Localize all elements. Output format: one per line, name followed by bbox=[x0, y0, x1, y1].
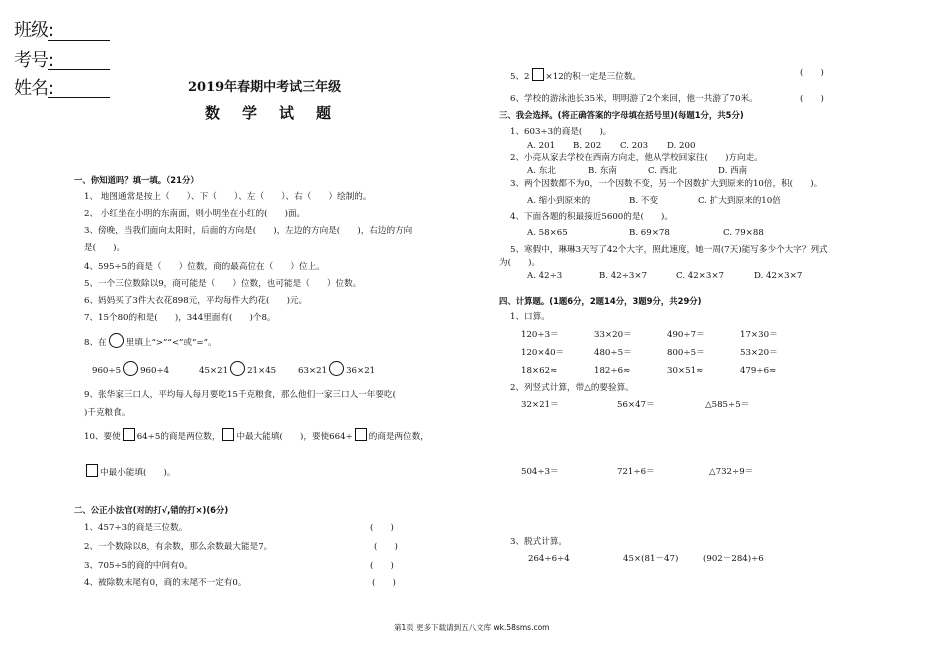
compare-right: 960÷4 bbox=[140, 366, 170, 376]
s3-q5-option[interactable]: B. 42÷3×7 bbox=[599, 271, 648, 281]
compare-circle bbox=[109, 333, 124, 348]
oral-item: 800÷5＝ bbox=[667, 348, 705, 358]
s3-q1-option[interactable]: A. 201 bbox=[527, 141, 556, 151]
oral-item: 17×30＝ bbox=[740, 330, 778, 340]
compare-circle[interactable] bbox=[329, 361, 344, 376]
oral-item: 490÷7＝ bbox=[667, 330, 705, 340]
s3-q1: 1、603÷3的商是( )。 bbox=[510, 127, 612, 137]
step-item: (902－284)÷6 bbox=[703, 554, 764, 564]
exam-number-label: 考号: bbox=[14, 50, 54, 71]
compare-left: 63×21 bbox=[298, 366, 328, 376]
s3-q5-line2: 为( )。 bbox=[499, 258, 541, 268]
vertical-item: 32×21＝ bbox=[521, 400, 559, 410]
page-footer: 第1页 更多下载请到五八文库 wk.58sms.com bbox=[394, 623, 550, 632]
s1-q9-line1: 9、张华家三口人，平均每人每月要吃15千克粮食，那么他们一家三口人一年要吃( bbox=[84, 390, 396, 400]
s1-q8-pre: 8、在 bbox=[84, 338, 107, 348]
s3-q5-option[interactable]: D. 42×3×7 bbox=[754, 271, 803, 281]
s3-q2-option[interactable]: D. 西南 bbox=[718, 166, 748, 176]
s3-q3: 3、两个因数都不为0，一个因数不变，另一个因数扩大到原来的10倍，积( )。 bbox=[510, 179, 823, 189]
s1-q1: 1、 地图通常是按上（ ）、下（ ）、左（ ）、右（ ）绘制的。 bbox=[84, 192, 372, 202]
s3-q2: 2、小亮从家去学校在西南方向走，他从学校回家往( )方向走。 bbox=[510, 153, 763, 163]
compare-right: 21×45 bbox=[247, 366, 277, 376]
oral-item: 18×62≈ bbox=[521, 366, 558, 376]
s2-item2: 2、一个数除以8，有余数，那么余数最大能是7。 bbox=[84, 542, 273, 552]
s3-q2-option[interactable]: B. 东南 bbox=[588, 166, 617, 176]
section4-heading: 四、计算题。(1题6分，2题14分，3题9分，共29分) bbox=[499, 296, 702, 306]
section3-heading: 三、我会选择。(将正确答案的字母填在括号里)(每题1分，共5分) bbox=[499, 110, 744, 120]
s3-q3-option[interactable]: B. 不变 bbox=[629, 196, 658, 206]
oral-item: 480÷5＝ bbox=[594, 348, 632, 358]
class-label: 班级: bbox=[14, 20, 54, 41]
s2-answer-blank[interactable]: ( ) bbox=[800, 68, 824, 78]
s2-item1: 1、457÷3的商是三位数。 bbox=[84, 523, 188, 533]
s1-q10-line1 bbox=[84, 428, 429, 442]
digit-box[interactable] bbox=[355, 428, 367, 441]
s3-q2-option[interactable]: A. 东北 bbox=[527, 166, 556, 176]
vertical-item: 56×47＝ bbox=[617, 400, 655, 410]
q10-text-c: 中最大能填( )，要使664÷ bbox=[236, 432, 353, 442]
digit-box[interactable] bbox=[532, 68, 544, 81]
oral-item: 53×20＝ bbox=[740, 348, 778, 358]
s1-q4: 4、595÷5的商是（ ）位数，商的最高位在（ ）位上。 bbox=[84, 262, 325, 272]
s1-q8 bbox=[84, 333, 217, 348]
s1-q8-item3 bbox=[298, 361, 375, 376]
s4-sub1: 1、口算。 bbox=[510, 312, 550, 322]
vertical-item: △585÷5＝ bbox=[705, 400, 750, 410]
s3-q3-option[interactable]: C. 扩大到原来的10倍 bbox=[698, 196, 781, 206]
s3-q1-option[interactable]: D. 200 bbox=[667, 141, 696, 151]
s1-q2: 2、 小红坐在小明的东南面，则小明坐在小红的( )面。 bbox=[84, 209, 306, 219]
s1-q3-line2: 是( )。 bbox=[84, 243, 126, 253]
s1-q6: 6、妈妈买了3件大衣花898元，平均每件大约花( )元。 bbox=[84, 296, 308, 306]
section1-heading: 一、你知道吗？填一填。（21分） bbox=[74, 175, 199, 185]
compare-right: 36×21 bbox=[346, 366, 376, 376]
s3-q5-option[interactable]: A. 42÷3 bbox=[527, 271, 563, 281]
s3-q4-option[interactable]: A. 58×65 bbox=[527, 228, 568, 238]
digit-box[interactable] bbox=[86, 464, 98, 477]
compare-left: 45×21 bbox=[199, 366, 229, 376]
compare-circle[interactable] bbox=[123, 361, 138, 376]
s2-answer-blank[interactable]: ( ) bbox=[374, 542, 398, 552]
q10-text-b: 64÷5的商是两位数， bbox=[136, 432, 221, 442]
exam-subtitle: 数学试题 bbox=[205, 104, 354, 122]
step-item: 45×(81－47) bbox=[623, 554, 679, 564]
s2-item3: 3、705÷5的商的中间有0。 bbox=[84, 561, 193, 571]
q5-post: ×12的积一定是三位数。 bbox=[545, 72, 642, 82]
vertical-item: 504÷3＝ bbox=[521, 467, 559, 477]
exam-number-blank bbox=[48, 69, 110, 70]
vertical-item: △732÷9＝ bbox=[709, 467, 754, 477]
s2-answer-blank[interactable]: ( ) bbox=[370, 523, 394, 533]
compare-left: 960÷5 bbox=[92, 366, 122, 376]
s2-answer-blank[interactable]: ( ) bbox=[800, 94, 824, 104]
q10-text-d: 的商是两位数， bbox=[368, 432, 429, 442]
q10-text-e: 中最小能填( )。 bbox=[100, 468, 176, 478]
s2-answer-blank[interactable]: ( ) bbox=[370, 561, 394, 571]
digit-box[interactable] bbox=[123, 428, 135, 441]
s2-item6: 6、学校的游泳池长35米，明明游了2个来回，他一共游了70米。 bbox=[510, 94, 758, 104]
oral-item: 182÷6≈ bbox=[594, 366, 631, 376]
s3-q1-option[interactable]: C. 203 bbox=[620, 141, 649, 151]
compare-circle[interactable] bbox=[230, 361, 245, 376]
exam-title: 2019年春期中考试三年级 bbox=[188, 80, 342, 95]
s3-q5-line1: 5、寒假中，琳琳3天写了42个大字，照此速度，她一周(7天)能写多少个大字？列式 bbox=[510, 245, 828, 255]
s1-q5: 5、一个三位数除以9，商可能是（ ）位数，也可能是（ ）位数。 bbox=[84, 279, 362, 289]
step-item: 264÷6÷4 bbox=[528, 554, 570, 564]
name-label: 姓名: bbox=[14, 78, 54, 99]
section2-heading: 二、公正小法官(对的打√,错的打×)(6分) bbox=[74, 505, 229, 515]
s3-q3-option[interactable]: A. 缩小到原来的 bbox=[527, 196, 591, 206]
name-blank bbox=[48, 97, 110, 98]
s2-answer-blank[interactable]: ( ) bbox=[372, 578, 396, 588]
q10-text-a: 10、要使 bbox=[84, 432, 121, 442]
s3-q4-option[interactable]: B. 69×78 bbox=[629, 228, 670, 238]
vertical-item: 721÷6＝ bbox=[617, 467, 655, 477]
s3-q2-option[interactable]: C. 西北 bbox=[648, 166, 677, 176]
s1-q10-line2 bbox=[84, 464, 175, 478]
s3-q4-option[interactable]: C. 79×88 bbox=[723, 228, 764, 238]
s1-q8-item2 bbox=[199, 361, 276, 376]
oral-item: 33×20＝ bbox=[594, 330, 632, 340]
s1-q8-post: 里填上“>”“<”或“=”。 bbox=[125, 338, 217, 348]
s4-sub2: 2、列竖式计算，带△的要验算。 bbox=[510, 383, 634, 393]
class-blank bbox=[48, 40, 110, 41]
s1-q9-line2: )千克粮食。 bbox=[84, 408, 131, 418]
q5-pre: 5、2 bbox=[510, 72, 530, 82]
s1-q8-item1 bbox=[92, 361, 169, 376]
s3-q1-option[interactable]: B. 202 bbox=[573, 141, 602, 151]
oral-item: 479÷6≈ bbox=[740, 366, 777, 376]
s1-q3-line1: 3、傍晚，当我们面向太阳时，后面的方向是( )，左边的方向是( )，右边的方向 bbox=[84, 226, 413, 236]
s2-item5 bbox=[510, 68, 641, 82]
s2-item4: 4、被除数末尾有0，商的末尾不一定有0。 bbox=[84, 578, 247, 588]
digit-box[interactable] bbox=[222, 428, 234, 441]
s4-sub3: 3、脱式计算。 bbox=[510, 537, 568, 547]
oral-item: 120÷3＝ bbox=[521, 330, 559, 340]
oral-item: 30×51≈ bbox=[667, 366, 704, 376]
s1-q7: 7、15个80的和是( )，344里面有( )个8。 bbox=[84, 313, 276, 323]
s3-q5-option[interactable]: C. 42×3×7 bbox=[676, 271, 725, 281]
s3-q4: 4、下面各题的积最接近5600的是( )。 bbox=[510, 212, 673, 222]
oral-item: 120×40＝ bbox=[521, 348, 565, 358]
